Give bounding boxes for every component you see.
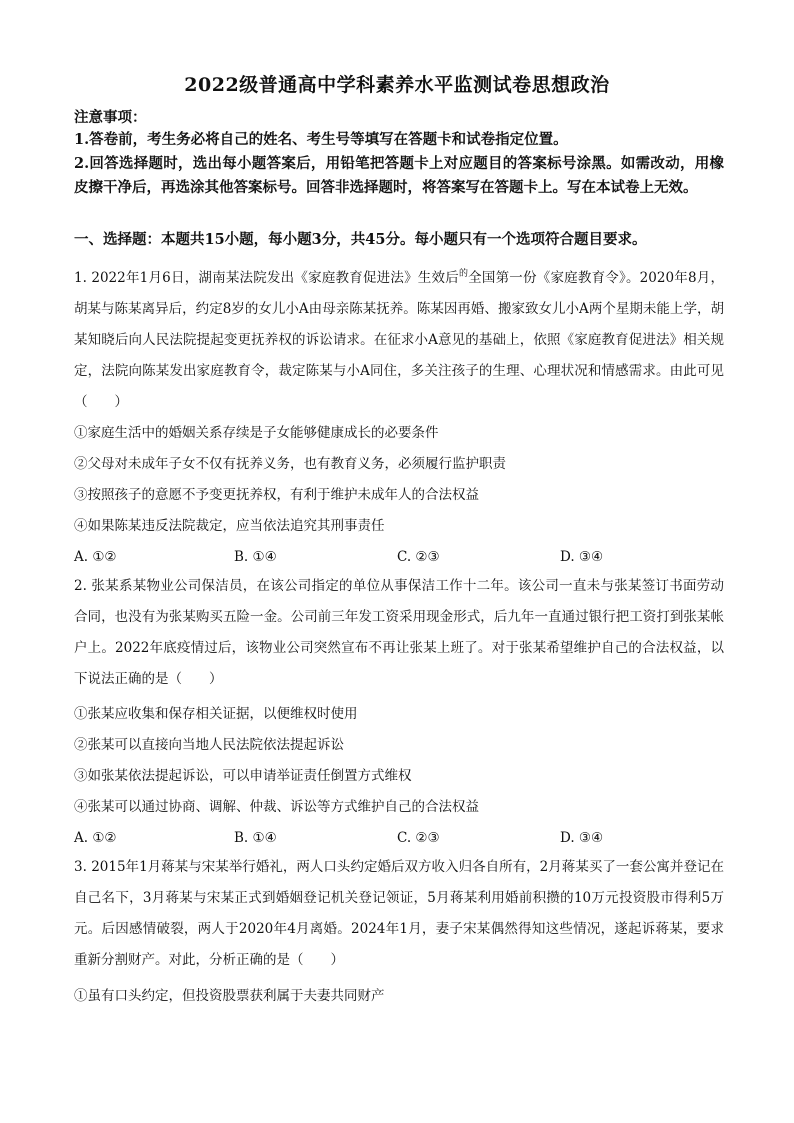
- choice-b: B. ①④: [234, 549, 277, 565]
- question-2-stem: 2. 张某系某物业公司保洁员，在该公司指定的单位从事保洁工作十二年。该公司一直未与张某签订书面劳动合同，也没有为张某购买五险一金。公司前三年发工资采用现金形式，后九年一直通过银行把工资打到张某帐户上。2022年底疫情过后，该物业公司突然宣布不再让张某上班了。对于张某希望维护自己的合法权益，以下说法正确的是（ ）: [74, 578, 724, 687]
- question-1-stem-part-a: 1. 2022年1月6日，湖南某法院发出《家庭教育促进法》生效后: [74, 270, 459, 286]
- question-1-stem-superscript: 的: [458, 269, 469, 279]
- question-3-option: ①虽有口头约定，但投资股票获利属于夫妻共同财产: [74, 988, 385, 1004]
- question-2-option: ④张某可以通过协商、调解、仲裁、诉讼等方式维护自己的合法权益: [74, 799, 479, 815]
- question-1-option: ②父母对未成年子女不仅有抚养义务，也有教育义务，必须履行监护职责: [74, 456, 506, 472]
- question-2-choices: [74, 828, 724, 848]
- notes-heading: 注意事项：: [74, 109, 147, 126]
- section-heading: 一、选择题：本题共15小题，每小题3分，共45分。每小题只有一个选项符合题目要求。: [74, 231, 647, 248]
- question-1-option: ①家庭生活中的婚姻关系存续是子女能够健康成长的必要条件: [74, 425, 439, 441]
- note-item: 2.回答选择题时，选出每小题答案后，用铅笔把答题卡上对应题目的答案标号涂黑。如需改动，用橡皮擦干净后，再选涂其他答案标号。回答非选择题时，将答案写在答题卡上。写在本试卷上无效。: [74, 155, 724, 196]
- choice-b: B. ①④: [234, 830, 277, 846]
- page-title: 2022级普通高中学科素养水平监测试卷思想政治: [184, 74, 610, 96]
- choice-d: D. ③④: [560, 830, 604, 846]
- choice-c: C. ②③: [397, 830, 440, 846]
- question-1-stem-part-b: 全国第一份《家庭教育令》。2020年8月，胡某与陈某离异后，约定8岁的女儿小A由母亲陈某抚养。陈某因再婚、搬家致女儿小A两个星期未能上学，胡某知晓后向人民法院提起变更抚养权的诉讼请求。在征求小A意见的基础上，依照《家庭教育促进法》相关规定，法院向陈某发出家庭教育令，裁定陈某与小A同住，多关注孩子的生理、心理状况和情感需求。由此可见（ ）: [74, 270, 724, 410]
- question-2-option: ③如张某依法提起诉讼，可以申请举证责任倒置方式维权: [74, 768, 412, 784]
- choice-a: A. ①②: [74, 549, 117, 565]
- choice-c: C. ②③: [397, 549, 440, 565]
- question-3-stem: 3. 2015年1月蒋某与宋某举行婚礼，两人口头约定婚后双方收入归各自所有，2月蒋某买了一套公寓并登记在自己名下，3月蒋某与宋某正式到婚姻登记机关登记领证，5月蒋某利用婚前积攒的10万元投资股市得利5万元。后因感情破裂，两人于2020年4月离婚。2024年1月，妻子宋某偶然得知这些情况，遂起诉蒋某，要求重新分割财产。对此，分析正确的是（ ）: [74, 859, 724, 968]
- question-1-choices: [74, 547, 724, 567]
- question-1-option: ③按照孩子的意愿不予变更抚养权，有利于维护未成年人的合法权益: [74, 487, 479, 503]
- question-1-stem: [74, 259, 724, 418]
- question-1-option: ④如果陈某违反法院裁定，应当依法追究其刑事责任: [74, 518, 385, 534]
- question-2-option: ①张某应收集和保存相关证据，以便维权时使用: [74, 706, 358, 722]
- choice-d: D. ③④: [560, 549, 604, 565]
- question-2-option: ②张某可以直接向当地人民法院依法提起诉讼: [74, 737, 344, 753]
- note-item: 1.答卷前，考生务必将自己的姓名、考生号等填写在答题卡和试卷指定位置。: [74, 131, 568, 148]
- choice-a: A. ①②: [74, 830, 117, 846]
